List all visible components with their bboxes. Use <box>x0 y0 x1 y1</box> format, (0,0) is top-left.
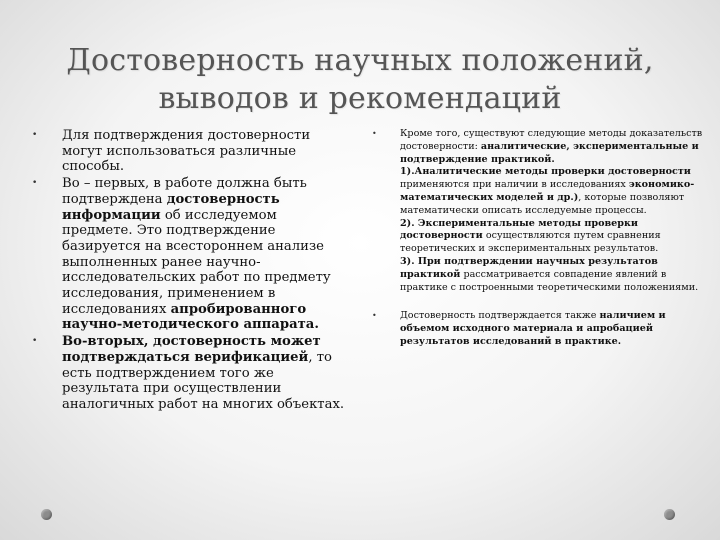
bold-text: 3). При подтверждении научных результатов практикой <box>400 255 658 280</box>
bullet-icon: • <box>372 311 377 321</box>
list-item <box>24 128 346 175</box>
bold-text: достоверность информации <box>62 191 280 223</box>
text-run: рассматривается совпадение явлений в практике с построенными теоретическими положениями. <box>400 268 699 293</box>
paragraph <box>400 310 704 348</box>
text-run: Во – первых, в работе должна быть подтверждена <box>62 176 307 207</box>
paragraph <box>400 128 704 166</box>
left-column <box>24 128 346 414</box>
bold-text: 2). Экспериментальные методы проверки достоверности <box>400 217 639 242</box>
list-item <box>364 128 704 294</box>
left-bullet-list <box>24 128 346 413</box>
slide-title <box>40 42 680 118</box>
bullet-icon: • <box>32 178 38 189</box>
list-item <box>364 310 704 348</box>
decorative-dot-right <box>664 509 675 520</box>
title-line-2: выводов и рекомендаций <box>158 81 562 116</box>
right-column <box>364 128 704 349</box>
bold-text: аналитические, экспериментальные и подтверждение практикой. <box>400 140 699 165</box>
paragraph <box>400 256 704 294</box>
paragraph <box>400 166 704 217</box>
text-run: применяются при наличии в исследованиях <box>400 179 629 191</box>
text-run: Достоверность подтверждается также <box>400 310 600 322</box>
title-line-1: Достоверность научных положений, <box>66 43 654 78</box>
bold-text: апробированного научно-методического аппарата. <box>62 301 319 333</box>
text-run: об исследуемом предмете. Это подтверждение базируется на всестороннем анализе выполненных ранее научно-исследовательских работ по предмету исследования, применением в исследованиях <box>62 207 331 317</box>
bold-text: экономико-математических моделей и др.) <box>400 179 695 203</box>
bold-text: Во-вторых, достоверность может подтверждаться верификацией <box>62 334 321 365</box>
text-run: Для подтверждения достоверности могут использоваться различные способы. <box>62 128 311 175</box>
text-run: , то есть подтверждением того же результата при осуществлении аналогичных работ на многих объектах. <box>62 349 345 412</box>
list-item <box>24 334 346 413</box>
bullet-icon: • <box>32 130 38 140</box>
bold-text: наличием и объемом исходного материала и апробацией результатов исследований в практике. <box>400 310 666 347</box>
text-run: Кроме того, существуют следующие методы доказательств достоверности: <box>400 128 703 152</box>
bullet-icon: • <box>372 129 377 138</box>
text-run: осуществляются путем сравнения теоретических и экспериментальных результатов. <box>400 230 661 255</box>
paragraph <box>400 218 704 256</box>
text-run: , которые позволяют математически описать исследуемые процессы. <box>400 191 685 216</box>
bold-text: 1).Аналитические методы проверки достоверности <box>400 166 691 178</box>
bullet-icon: • <box>32 336 38 347</box>
list-item <box>24 176 346 333</box>
decorative-dot-left <box>41 509 52 520</box>
right-bullet-list <box>364 128 704 349</box>
